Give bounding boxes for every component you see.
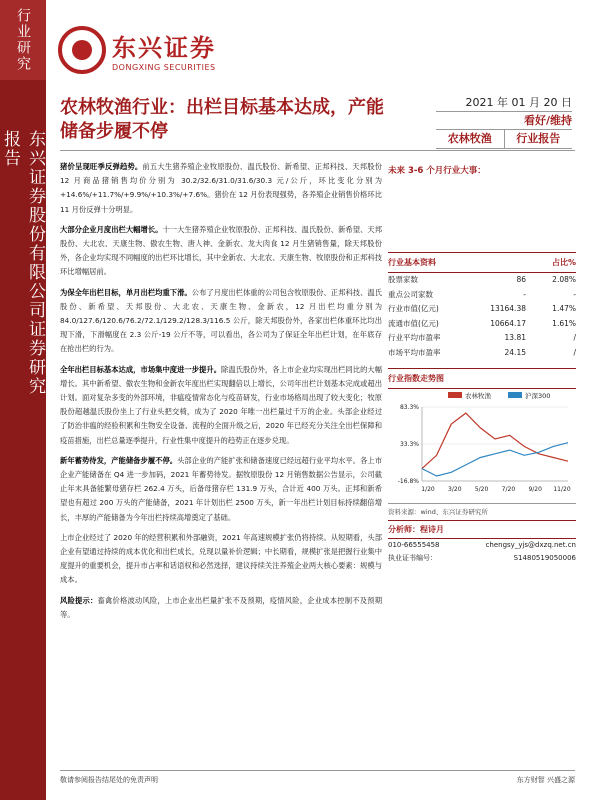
sidebar bbox=[0, 0, 46, 800]
analyst-box bbox=[388, 520, 576, 565]
logo-mark-icon bbox=[58, 26, 106, 74]
cert-number: S1480519050006 bbox=[513, 554, 576, 562]
report-body bbox=[60, 160, 382, 628]
paragraph: 上市企业经过了 2020 年的经营积累和外部融资，2021 年高速规模扩张仍将持续。从短期看，头部企业有望通过持续的成本优化和出栏成长，兑现以量补价逻辑；中长期看，规模扩张是把握行业集中度提升的重要机会，提升市占率和话语权和必然选择，建议持续关注养殖企业两大核心要素：规模与成本。 bbox=[60, 532, 382, 585]
x-tick-label: 7/20 bbox=[501, 486, 516, 493]
y-tick-label: 83.3% bbox=[399, 404, 419, 411]
y-tick-label: 33.3% bbox=[399, 440, 419, 448]
slogan: 东方财智 兴盛之源 bbox=[516, 776, 575, 784]
paragraph: 新年蓄势待发，产能储备步履不停。头部企业的产能扩张和储备速度已经远超行业平均水平。各上市企业产能储备在 Q4 进一步加码，2021 年蓄势待发。据牧原股份 12 月销售数据公告显示，公司截止年末具备能繁母猪存栏 262.4 万头，后备母猪存栏 131.9 万头，合计近 400 万头。正邦和新希望也有超过 200 万头的产能储备，2021 年计划出栏 2500 万头，新一年出栏计划目标持续翻倍增长，丰厚的产能储备为今年出栏持续高增奠定了基础。 bbox=[60, 455, 383, 522]
table-row: 市场平均市盈率 24.15 / bbox=[388, 347, 576, 357]
series-line bbox=[422, 413, 568, 469]
industry-table bbox=[388, 273, 576, 360]
category-label: 行业研究 bbox=[0, 0, 46, 80]
logo bbox=[58, 26, 216, 74]
chart-title: 行业指数走势图 bbox=[388, 368, 576, 389]
paragraph: 全年出栏目标基本达成，市场集中度进一步提升。除温氏股份外，各上市企业均实现出栏同比的大幅增长。其中新希望、傲农生物和金新农年度出栏实现翻倍以上增长，公司年出栏计划基本完成或超出计划。面对复杂多变的外部环境，非瘟疫情常态化与疫苗研发，行业市场格局出现了较大变化；牧原股份超越温氏股份坐上了行业头把交椅，成为了 2020 年唯一出栏量过千万的企业。头部企业经过了防治非瘟的经验积累和生物安全设备、流程的全面升级之后，2020 年已经充分关注全出栏保障和疫苗措施，出栏总量逐季提升，行业性集中度提升的趋势正在逐步兑现。 bbox=[60, 364, 383, 445]
disclaimer: 敬请参阅报告结尾处的免责声明 bbox=[60, 776, 158, 784]
legend-label: 沪深300 bbox=[525, 392, 551, 400]
x-tick-label: 1/20 bbox=[421, 486, 435, 493]
index-chart bbox=[388, 389, 576, 499]
x-tick-label: 3/20 bbox=[448, 486, 462, 493]
analyst-phone: 010-66555458 bbox=[388, 541, 440, 549]
paragraph: 猪价呈现旺季反弹趋势。前五大生猪养殖企业牧原股份、温氏股份、新希望、正邦科技、天邦股份 12 月商品猪销售均价分别为 30.2/32.6/31.0/31.6/30.3 元/公斤，环比变化分别为+14.6%/+11.7%/+9.9%/+10.3%/+7.6%。猪价在 12 月份表现强势，各养殖企业销售价格环比 11 月份反弹十分明显。 bbox=[60, 162, 382, 214]
legend-label: 农林牧渔 bbox=[465, 392, 491, 400]
table-row: 重点公司家数 - - bbox=[388, 289, 576, 299]
analyst-email: chengsy_yjs@dxzq.net.cn bbox=[485, 541, 576, 549]
company-label: 东兴证券股份有限公司证券研究报告 bbox=[0, 130, 45, 396]
footer bbox=[60, 770, 575, 785]
chart-svg bbox=[388, 389, 576, 499]
table-row: 行业平均市盈率 13.81 / bbox=[388, 333, 576, 342]
report-meta bbox=[436, 94, 572, 149]
report-title: 农林牧渔行业：出栏目标基本达成，产能储备步履不停 bbox=[60, 97, 384, 142]
series-line bbox=[422, 443, 568, 476]
x-tick-label: 11/20 bbox=[553, 486, 571, 493]
x-tick-label: 9/20 bbox=[528, 486, 542, 493]
type-tag: 行业报告 bbox=[504, 130, 573, 148]
future-events-label: 未来 3-6 个月行业大事： bbox=[388, 166, 486, 176]
legend-swatch bbox=[508, 392, 522, 398]
divider bbox=[60, 150, 575, 151]
chart-source: 资料来源：wind、东兴证券研究所 bbox=[388, 503, 576, 516]
analyst-name: 分析师：程诗月 bbox=[388, 520, 576, 539]
cert-label: 执业证书编号： bbox=[388, 554, 437, 562]
sector-tag: 农林牧渔 bbox=[447, 132, 492, 145]
x-tick-label: 5/20 bbox=[474, 486, 489, 493]
legend-swatch bbox=[448, 392, 462, 398]
right-column bbox=[388, 160, 576, 565]
paragraph: 为保全年出栏目标，单月出栏均重下滑。公布了月度出栏体重的公司包含牧原股份、正邦科技、温氏股份、新希望、天邦股份、大北农、天康生物、金新农，12 月出栏均重分别为 84.0/127.6/120.6/76.2/72.1/129.2/128.3/116.5 公斤，除天邦股份外，各家出栏体重环比均出现下滑，下滑幅度在 2.3 公斤-19 公斤不等，可以看出，各公司为了保证全年出栏计划，在年底存在抢出栏的行为。 bbox=[60, 287, 383, 354]
report-date: 2021 年 01 月 20 日 bbox=[436, 94, 572, 112]
logo-name: 东兴证券 bbox=[112, 34, 216, 62]
table-row: 流通市值(亿元) 10664.17 1.61% bbox=[388, 318, 576, 328]
table-row: 股票家数 86 2.08% bbox=[388, 275, 576, 284]
industry-table-header: 行业基本资料 占比% bbox=[388, 252, 576, 273]
logo-en: DONGXING SECURITIES bbox=[112, 63, 216, 72]
paragraph: 大部分企业月度出栏大幅增长。十一大生猪养殖企业牧原股份、正邦科技、温氏股份、新希望、天邦股份、大北农、天康生物、傲农生物、唐人神、金新农、龙大肉食 12 月生猪销售量，除天邦股份外，各企业均实现不同幅度的出栏环比增长，其中金新农、大北农、天康生物、牧原股份和正邦科技环比增幅居前。 bbox=[60, 224, 383, 277]
paragraph: 风险提示：畜禽价格波动风险，上市企业出栏量扩张不及预期，疫情风险，企业成本控制不及预期等。 bbox=[60, 595, 383, 619]
table-row: 行业市值(亿元) 13164.38 1.47% bbox=[388, 304, 576, 313]
rating: 看好/维持 bbox=[436, 112, 572, 130]
y-tick-label: -16.8% bbox=[397, 478, 419, 485]
